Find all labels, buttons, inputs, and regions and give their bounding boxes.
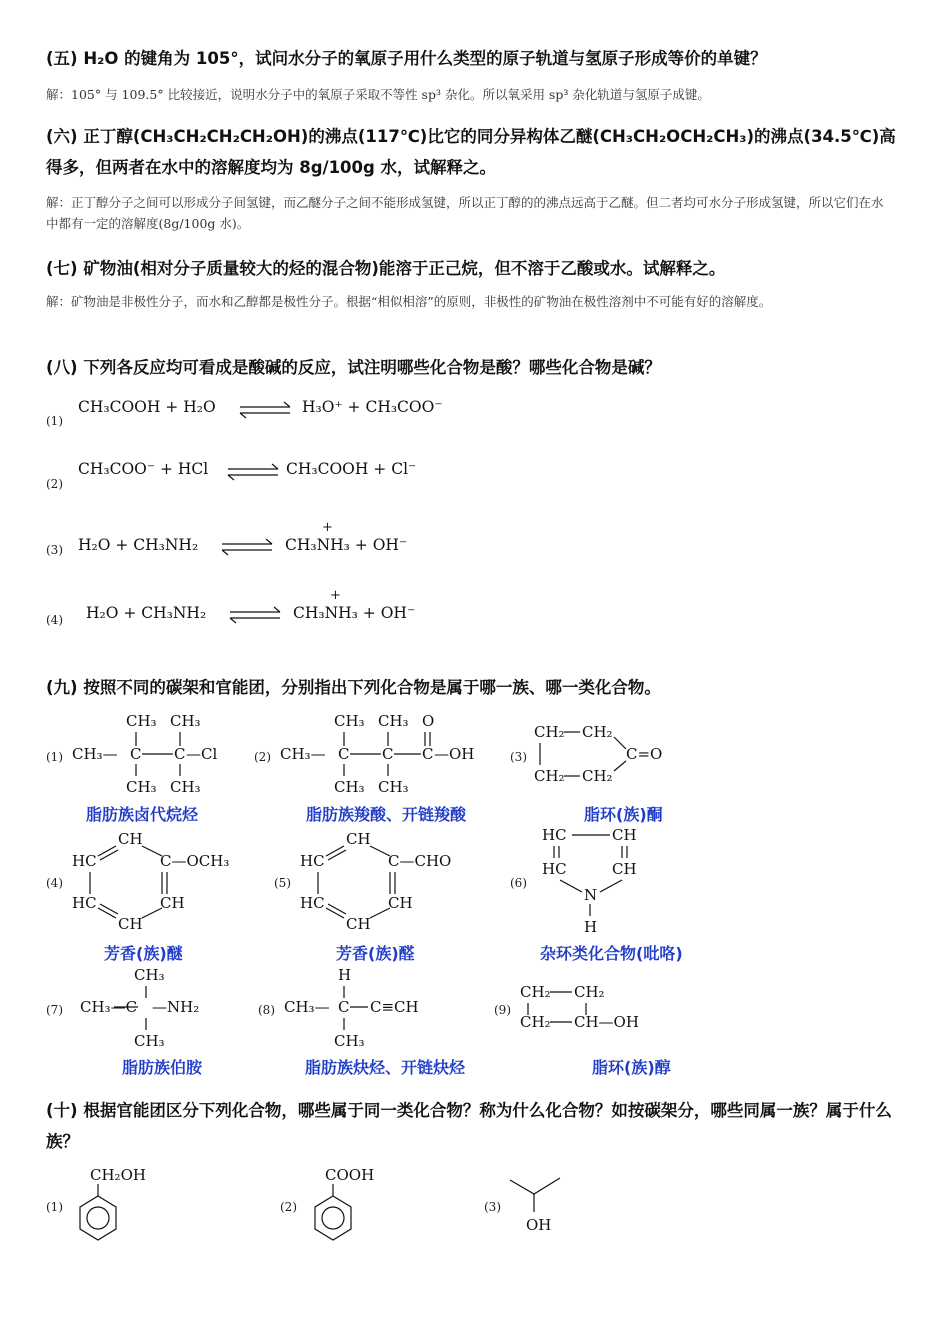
compound-answer: 脂肪族伯胺 [122, 1058, 203, 1077]
compound-number: (4) [46, 876, 63, 890]
atom: CH₃ [334, 1032, 365, 1050]
equation-left: CH₃COO⁻ + HCl [78, 460, 209, 478]
atom: C—OCH₃ [160, 852, 230, 870]
atom: HC [72, 894, 97, 912]
question-8-label: (八) [46, 358, 78, 377]
answer-7: 解：矿物油是非极性分子，而水和乙醇都是极性分子。根据“相似相溶”的原则，非极性的矿物油在极性溶剂中不可能有好的溶解度。 [46, 294, 772, 309]
answer-6: 解：正丁醇分子之间可以形成分子间氢键，而乙醚分子之间不能形成氢键，所以正丁醇的的沸点远高于乙醚。但二者均可水分子形成氢键，所以它们在水中都有一定的溶解度(8g/100g 水)。 [46, 195, 884, 231]
atom: C [382, 745, 394, 763]
equation-right: H₃O⁺ + CH₃COO⁻ [302, 398, 443, 416]
atom: C [130, 745, 142, 763]
compound-answer: 脂肪族羧酸、开链羧酸 [306, 805, 467, 824]
atom: H [338, 966, 352, 984]
atom: CH₃— [72, 745, 118, 763]
atom: CH₃ [378, 778, 409, 796]
atom: CH₃—C [80, 998, 138, 1016]
structure-4 [70, 828, 250, 938]
compound-answer: 脂肪族炔烃、开链炔烃 [305, 1058, 466, 1077]
atom: CH₃ [334, 778, 365, 796]
atom: CH₂ [520, 983, 551, 1001]
atom: CH₃ [378, 712, 409, 730]
compound-answer: 脂肪族卤代烷烃 [86, 805, 199, 824]
question-6-text: 正丁醇(CH₃CH₂CH₂CH₂OH)的沸点(117℃)比它的同分异构体乙醚(CH₃CH₂OCH₂CH₃)的沸点(34.5℃)高得多，但两者在水中的溶解度均为 8g/100g 水，试解释之。 [46, 127, 896, 177]
atom: HC [542, 826, 567, 844]
atom: CH [612, 860, 637, 878]
atom: C—CHO [388, 852, 452, 870]
equilibrium-arrow-icon [226, 462, 282, 482]
structure-benzoic-acid [305, 1162, 385, 1252]
question-10-text: 根据官能团区分下列化合物，哪些属于同一类化合物？称为什么化合物？如按碳架分，哪些同属一族？属于什么族？ [46, 1101, 892, 1151]
atom: CH [118, 830, 143, 848]
compound-number: (5) [274, 876, 291, 890]
atom: CH₃ [126, 712, 157, 730]
compound-number: (7) [46, 1003, 63, 1017]
compound-number: (6) [510, 876, 527, 890]
question-8-text: 下列各反应均可看成是酸碱的反应，试注明哪些化合物是酸？哪些化合物是碱？ [83, 358, 661, 377]
equation-number: (1) [46, 414, 63, 428]
compound-answer: 脂环(族)酮 [584, 805, 663, 824]
atom: CH₃— [284, 998, 330, 1016]
equilibrium-arrow-icon [238, 400, 294, 420]
equation-left: CH₃COOH + H₂O [78, 398, 216, 416]
atom: HC [72, 852, 97, 870]
structure-isopropanol [508, 1172, 578, 1242]
compound-answer: 脂环(族)醇 [592, 1058, 671, 1077]
atom: —OH [434, 745, 475, 763]
atom: CH₂ [574, 983, 605, 1001]
atom: HC [300, 852, 325, 870]
structure-2 [280, 710, 490, 800]
equation-left: H₂O + CH₃NH₂ [78, 536, 199, 554]
atom: —Cl [186, 745, 218, 763]
atom: CH [160, 894, 185, 912]
question-6-label: (六) [46, 127, 78, 146]
compound-answer: 芳香(族)醛 [336, 944, 415, 963]
charge-plus: + [322, 520, 333, 535]
group-label: OH [526, 1216, 552, 1234]
question-9-label: (九) [46, 678, 78, 697]
compound-number: (1) [46, 750, 63, 764]
atom: C [174, 745, 186, 763]
atom: CH₃ [134, 1032, 165, 1050]
equation-right: CH₃NH₃ + OH⁻ [293, 604, 416, 622]
equation-number: (2) [46, 477, 63, 491]
equilibrium-arrow-icon [228, 605, 284, 625]
question-5 [46, 43, 906, 74]
compound-number: (8) [258, 1003, 275, 1017]
question-6 [46, 121, 906, 183]
aromatic-ring-icon [87, 1207, 109, 1229]
structure-7 [80, 962, 240, 1052]
equation-right: CH₃NH₃ + OH⁻ [285, 536, 408, 554]
atom: CH [388, 894, 413, 912]
atom: CH₂ [520, 1013, 551, 1031]
aromatic-ring-icon [322, 1207, 344, 1229]
atom: CH₃ [126, 778, 157, 796]
group-label: COOH [325, 1166, 375, 1184]
equilibrium-arrow-icon [220, 537, 276, 557]
structure-1 [70, 710, 230, 800]
atom: HC [300, 894, 325, 912]
question-10 [46, 1095, 906, 1157]
question-10-label: (十) [46, 1101, 78, 1120]
atom: CH—OH [574, 1013, 639, 1031]
atom: CH₃ [134, 966, 165, 984]
question-5-label: (五) [46, 49, 78, 68]
atom: CH₃ [334, 712, 365, 730]
question-9-text: 按照不同的碳架和官能团，分别指出下列化合物是属于哪一族、哪一类化合物。 [83, 678, 661, 697]
question-7-text: 矿物油(相对分子质量较大的烃的混合物)能溶于正己烷，但不溶于乙酸或水。试解释之。 [83, 259, 726, 278]
equation-number: (4) [46, 613, 63, 627]
compound-number: (2) [254, 750, 271, 764]
structure-6 [538, 822, 668, 940]
question-8 [46, 352, 906, 383]
atom: O [422, 712, 435, 730]
compound-answer: 芳香(族)醚 [104, 944, 183, 963]
structure-9 [518, 975, 668, 1045]
atom: C [338, 998, 350, 1016]
compound-number: (3) [510, 750, 527, 764]
atom: CH [612, 826, 637, 844]
question-9 [46, 672, 906, 703]
compound-number: (9) [494, 1003, 511, 1017]
question-5-text: H₂O 的键角为 105°，试问水分子的氧原子用什么类型的原子轨道与氢原子形成等价的单键？ [83, 49, 767, 68]
charge-plus: + [330, 588, 341, 603]
equation-number: (3) [46, 543, 63, 557]
question-7 [46, 253, 906, 284]
atom: CH₂ [582, 767, 613, 785]
group-label: CH₂OH [90, 1166, 146, 1184]
atom: C≡CH [370, 998, 419, 1016]
structure-8 [284, 962, 444, 1052]
atom: CH [118, 915, 143, 933]
structure-5 [298, 828, 478, 938]
answer-5: 解：105° 与 109.5° 比较接近，说明水分子中的氧原子采取不等性 sp³ 杂化。所以氧采用 sp³ 杂化轨道与氢原子成键。 [46, 87, 710, 102]
question-7-label: (七) [46, 259, 78, 278]
atom: C [422, 745, 434, 763]
atom: CH₂ [582, 723, 613, 741]
atom: CH [346, 915, 371, 933]
atom: H [584, 918, 598, 936]
atom: CH [346, 830, 371, 848]
atom: CH₂ [534, 767, 565, 785]
structure-3 [530, 715, 680, 795]
atom: CH₃ [170, 712, 201, 730]
atom: C=O [626, 745, 663, 763]
compound-number: (2) [280, 1200, 297, 1214]
compound-number: (3) [484, 1200, 501, 1214]
atom: CH₃— [280, 745, 326, 763]
compound-number: (1) [46, 1200, 63, 1214]
equation-left: H₂O + CH₃NH₂ [86, 604, 207, 622]
atom: N [584, 886, 598, 904]
equation-right: CH₃COOH + Cl⁻ [286, 460, 417, 478]
atom: CH₂ [534, 723, 565, 741]
atom: HC [542, 860, 567, 878]
structure-benzyl-alcohol [70, 1162, 150, 1252]
atom: —NH₂ [152, 998, 200, 1016]
atom: C [338, 745, 350, 763]
atom: CH₃ [170, 778, 201, 796]
compound-answer: 杂环类化合物(吡咯) [540, 944, 683, 963]
